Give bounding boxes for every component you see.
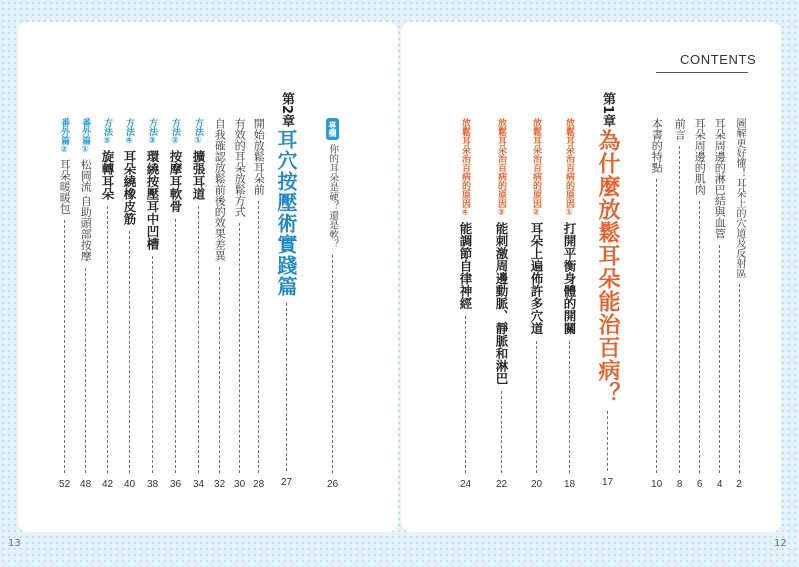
entry-tag: 方法⑤	[102, 118, 112, 146]
toc-entry-title: 自我確認放鬆前後的效果差異	[213, 118, 227, 261]
entry-tag: 番外篇②	[59, 118, 70, 155]
toc-entry-page: 6	[696, 479, 703, 490]
chapter-2-label: 第2章	[279, 92, 294, 128]
entry-tag: 方法①	[193, 118, 203, 146]
entry-tag: 方法④	[124, 118, 134, 146]
toc-entry-title: 耳朵周邊的肌肉	[693, 118, 707, 195]
toc-entry-page: 42	[101, 479, 114, 490]
column-page: 26	[326, 479, 339, 490]
toc-entry[interactable]	[650, 118, 663, 490]
toc-entry-title: 本書的特點	[650, 118, 664, 173]
toc-entry[interactable]	[693, 118, 706, 490]
toc-entry[interactable]	[145, 118, 160, 490]
leader-dots	[699, 201, 700, 473]
toc-entry-title: 環繞按壓耳中凹槽	[145, 150, 160, 250]
toc-entry-page: 30	[234, 479, 246, 490]
toc-entry-title: 打開平衡身體的開關	[562, 222, 577, 335]
left-page	[18, 22, 398, 532]
contents-heading: CONTENTS	[680, 52, 757, 67]
contents-underline	[656, 72, 748, 73]
leader-dots	[85, 268, 86, 474]
leader-dots	[129, 231, 130, 473]
leader-dots	[536, 341, 537, 474]
entry-tag: 方法③	[147, 118, 157, 146]
leader-dots	[332, 255, 333, 474]
toc-entry-page: 22	[495, 479, 508, 490]
leader-dots	[258, 201, 259, 473]
chapter-1-heading[interactable]	[592, 92, 623, 488]
toc-entry-page: 40	[123, 479, 136, 490]
toc-entry[interactable]	[494, 118, 509, 490]
leader-dots	[198, 206, 199, 473]
leader-dots	[719, 245, 720, 473]
toc-entry-title: 耳朵繞橡皮筋	[122, 150, 137, 225]
leader-dots	[656, 179, 657, 473]
entry-tag: 放鬆耳朵治百病的原因②	[531, 118, 541, 218]
chapter-2-heading[interactable]	[272, 92, 301, 488]
toc-entry-title: 旋轉耳朵	[100, 150, 115, 200]
toc-entry-page: 36	[169, 479, 182, 490]
leader-dots	[286, 303, 287, 471]
column-entry[interactable]	[326, 118, 339, 490]
chapter-2-page: 27	[280, 477, 293, 488]
leader-dots	[739, 284, 740, 473]
entry-tag: 放鬆耳朵治百病的原因①	[564, 118, 574, 218]
toc-entry-page: 20	[530, 479, 543, 490]
toc-entry[interactable]	[252, 118, 265, 490]
toc-entry-title: 耳朵上遍佈許多穴道	[529, 222, 544, 335]
chapter-1-title: 為什麼放鬆耳朵能治百病？	[595, 129, 620, 406]
toc-entry[interactable]	[713, 118, 726, 490]
toc-entry-title: 有效的耳朵放鬆方式	[233, 118, 247, 217]
toc-entry-page: 38	[146, 479, 159, 490]
toc-entry-page: 8	[676, 479, 683, 490]
toc-entry-page: 32	[214, 479, 226, 490]
leader-dots	[465, 316, 466, 474]
toc-entry-page: 24	[459, 479, 472, 490]
toc-entry-page: 10	[651, 479, 663, 490]
toc-entry[interactable]	[529, 118, 544, 490]
toc-entry-page: 48	[80, 479, 92, 490]
toc-entry[interactable]	[733, 118, 745, 490]
leader-dots	[679, 146, 680, 473]
toc-entry-title: 能刺激周邊動脈、靜脈和淋巴	[494, 222, 509, 385]
toc-entry-title: 松岡流 自助頭部按摩	[79, 159, 93, 262]
entry-tag: 放鬆耳朵治百病的原因③	[496, 118, 506, 218]
toc-entry-page: 34	[192, 479, 205, 490]
chapter-1-page: 17	[601, 477, 614, 488]
leader-dots	[107, 206, 108, 473]
leader-dots	[569, 341, 570, 474]
leader-dots	[152, 256, 153, 473]
toc-entry[interactable]	[58, 118, 71, 490]
column-title: 你的耳朵是硬？還是軟？	[327, 144, 339, 249]
toc-entry-page: 4	[716, 479, 723, 490]
toc-entry[interactable]	[233, 118, 246, 490]
toc-entry-title: 前言	[673, 118, 687, 140]
toc-entry-title: 圖解更好懂！耳朵上的穴道及反射區	[734, 118, 745, 278]
entry-tag: 番外篇①	[80, 118, 91, 155]
toc-entry[interactable]	[191, 118, 206, 490]
leader-dots	[175, 219, 176, 474]
toc-entry[interactable]	[458, 118, 473, 490]
entry-tag: 方法②	[170, 118, 180, 146]
toc-entry-page: 52	[59, 479, 71, 490]
toc-entry[interactable]	[673, 118, 686, 490]
toc-entry-page: 2	[736, 479, 742, 490]
toc-entry[interactable]	[168, 118, 183, 490]
chapter-2-title: 耳穴按壓術實踐篇	[274, 129, 298, 298]
leader-dots	[219, 267, 220, 473]
toc-entry[interactable]	[79, 118, 92, 490]
leader-dots	[607, 411, 608, 471]
toc-entry[interactable]	[213, 118, 226, 490]
toc-entry-title: 擴張耳道	[191, 150, 206, 200]
column-badge: 專欄	[326, 118, 339, 140]
toc-entry[interactable]	[562, 118, 577, 490]
toc-entry-title: 耳朵暖暖包	[58, 159, 72, 214]
leader-dots	[64, 220, 65, 473]
toc-entry[interactable]	[100, 118, 115, 490]
left-page-number: 13	[8, 538, 21, 549]
toc-entry-title: 按摩耳軟骨	[168, 150, 183, 213]
toc-entry-page: 18	[563, 479, 576, 490]
toc-entry-title: 耳朵周邊的淋巴結與血管	[713, 118, 727, 239]
toc-entry[interactable]	[122, 118, 137, 490]
toc-entry-page: 28	[253, 479, 265, 490]
entry-tag: 放鬆耳朵治百病的原因④	[460, 118, 470, 218]
toc-entry-title: 開始放鬆耳朵前	[252, 118, 266, 195]
leader-dots	[239, 223, 240, 473]
leader-dots	[501, 391, 502, 474]
chapter-1-label: 第1章	[600, 92, 615, 128]
toc-entry-title: 能調節自律神經	[458, 222, 473, 310]
right-page-number: 12	[774, 538, 787, 549]
